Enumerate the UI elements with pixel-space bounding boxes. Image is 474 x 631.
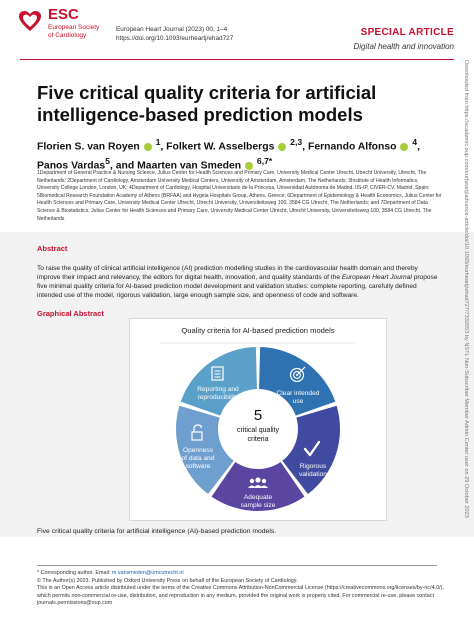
footnotes xyxy=(37,570,447,608)
graphical-abstract-figure xyxy=(129,318,387,521)
segment-label: Openness xyxy=(182,447,214,454)
corresponding-asterisk: * xyxy=(268,156,273,167)
author-name: Folkert W. Asselbergs xyxy=(166,141,275,153)
article-topic: Digital health and innovation xyxy=(353,42,454,51)
article-type: SPECIAL ARTICLE xyxy=(360,27,454,38)
abstract-heading: Abstract xyxy=(37,244,68,253)
segment-label: Adequate xyxy=(243,494,273,501)
segment-label: use xyxy=(292,398,304,405)
orcid-icon[interactable] xyxy=(278,143,286,151)
segment-label: of data and xyxy=(181,455,215,462)
segment-label: Reporting and xyxy=(197,386,239,393)
graphical-abstract-heading: Graphical Abstract xyxy=(37,309,104,318)
orcid-icon[interactable] xyxy=(245,162,253,170)
license: This is an Open Access article distributed under the terms of the Creative Commons Attribution-NonCommercial License (https://creativecommons.org/licenses/by-nc/4.0/), which permits non-commercial re-use, distribution, and reproduction in any medium, provided the original work is properly cited. For commercial re-use, please contact journals.permissions@oup.com xyxy=(37,585,444,607)
figure-caption: Five critical quality criteria for artificial intelligence (AI)-based prediction models. xyxy=(37,528,277,535)
doi-link[interactable]: https://doi.org/10.1093/eurheartj/ehad727 xyxy=(116,35,234,42)
segment-label: sample size xyxy=(240,502,276,509)
journal-header xyxy=(0,0,474,60)
segment-label: reproducibility xyxy=(197,394,239,401)
orcid-icon[interactable] xyxy=(144,143,152,151)
author-name: Maarten van Smeden xyxy=(137,160,242,172)
abstract-text: To raise the quality of clinical artificial intelligence (AI) prediction modelling studies in the cardiovascular health domain and thereby improve their impact and relevancy, the editors for digital health, innovation, and quality standards of the European Heart Journal propose five minimal quality criteria for AI-based prediction model development and validation studies: complete reporting, carefully defined intended use of the model, rigorous validation, large enough sample size, and openness of code and software. xyxy=(37,265,438,299)
copyright: © The Author(s) 2023. Published by Oxford University Press on behalf of the European Society of Cardiology. xyxy=(37,577,298,584)
journal-name: European Heart Journal (2023) 00, 1–4 xyxy=(116,26,228,33)
orcid-icon[interactable] xyxy=(400,143,408,151)
center-label-line2: criteria xyxy=(247,436,269,443)
center-number: 5 xyxy=(253,407,263,424)
author-name: Panos Vardas xyxy=(37,160,106,172)
segment-label: Clear intended xyxy=(276,390,320,397)
segment-label: Rigorous xyxy=(299,463,327,470)
author-name: Fernando Alfonso xyxy=(307,141,397,153)
esc-logo-name: European Society of Cardiology xyxy=(48,24,100,39)
figure-title: Quality criteria for AI-based prediction models xyxy=(181,326,335,335)
esc-logo-abbrev: ESC xyxy=(48,6,79,23)
header-divider xyxy=(20,59,454,60)
criteria-donut-diagram xyxy=(130,319,386,520)
affiliations: 1Department of General Practice & Nursing Science, Julius Center for Health Sciences and Primary Care, University Medical Center Utrecht, Utrecht University, Utrecht, The Netherlands; 2Department of Cardiology, Amsterdam University Medical Centers, University of Amsterdam, Amsterdam, The Netherlands; 3Institute of Health Informatics, University College London, London, UK; 4Department of Cardiology, Hospital Universitario de la Princesa, Universidad Autónoma de Madrid, IIS-IP, CIVER-CV, Madrid, Spain; 5Biomedical Research Foundation Academy of Athens (BRFAA) and Hygeia Hospitals Group, Athens, Greece; 6Department of Epidemiology & Health Economics, Julius Center for Health Sciences and Primary Care, University Medical Center Utrecht, Utrecht University, Universiteitsweg 100, 3584 CG Utrecht, The Netherlands; and 7Department of Data Science & Biostatistics, Julius Center for Health Sciences and Primary Care, University Medical Center Utrecht, Utrecht University, Universiteitsweg 100, 3584 CG Utrecht, The Netherlands xyxy=(37,170,442,222)
esc-heart-logo-icon xyxy=(18,10,42,32)
author-conjunction: and xyxy=(115,160,135,172)
corresponding-author: * Corresponding author. Email: m.vansmeden@umcutrecht.nl xyxy=(37,570,184,576)
email-link[interactable]: m.vansmeden@umcutrecht.nl xyxy=(111,570,184,576)
author-name: Florien S. van Royen xyxy=(37,141,140,153)
segment-label: software xyxy=(185,463,211,470)
download-sidebar xyxy=(456,60,470,620)
journal-citation xyxy=(116,25,233,43)
center-label-line1: critical quality xyxy=(236,427,280,434)
footnote-divider xyxy=(37,565,437,566)
author-list: Florien S. van Royen $^1$, Folkert W. Asselbergs $^{2,3}$, Fernando Alfonso $^4$, Panos Vardas$^5$, and Maarten van Smeden $^{6,7*}$ xyxy=(37,137,420,172)
article-title: Five critical quality criteria for artificial intelligence-based prediction models xyxy=(37,82,377,125)
download-notice: Downloaded from https://academic.oup.com/eurheartj/advance-article/doi/10.1093/eurheartj/ehad727/7332053 by NSTL Non-Subscriber Member Admin Center user on 29 October 2023 xyxy=(463,60,469,518)
segment-label: validation xyxy=(299,471,327,478)
